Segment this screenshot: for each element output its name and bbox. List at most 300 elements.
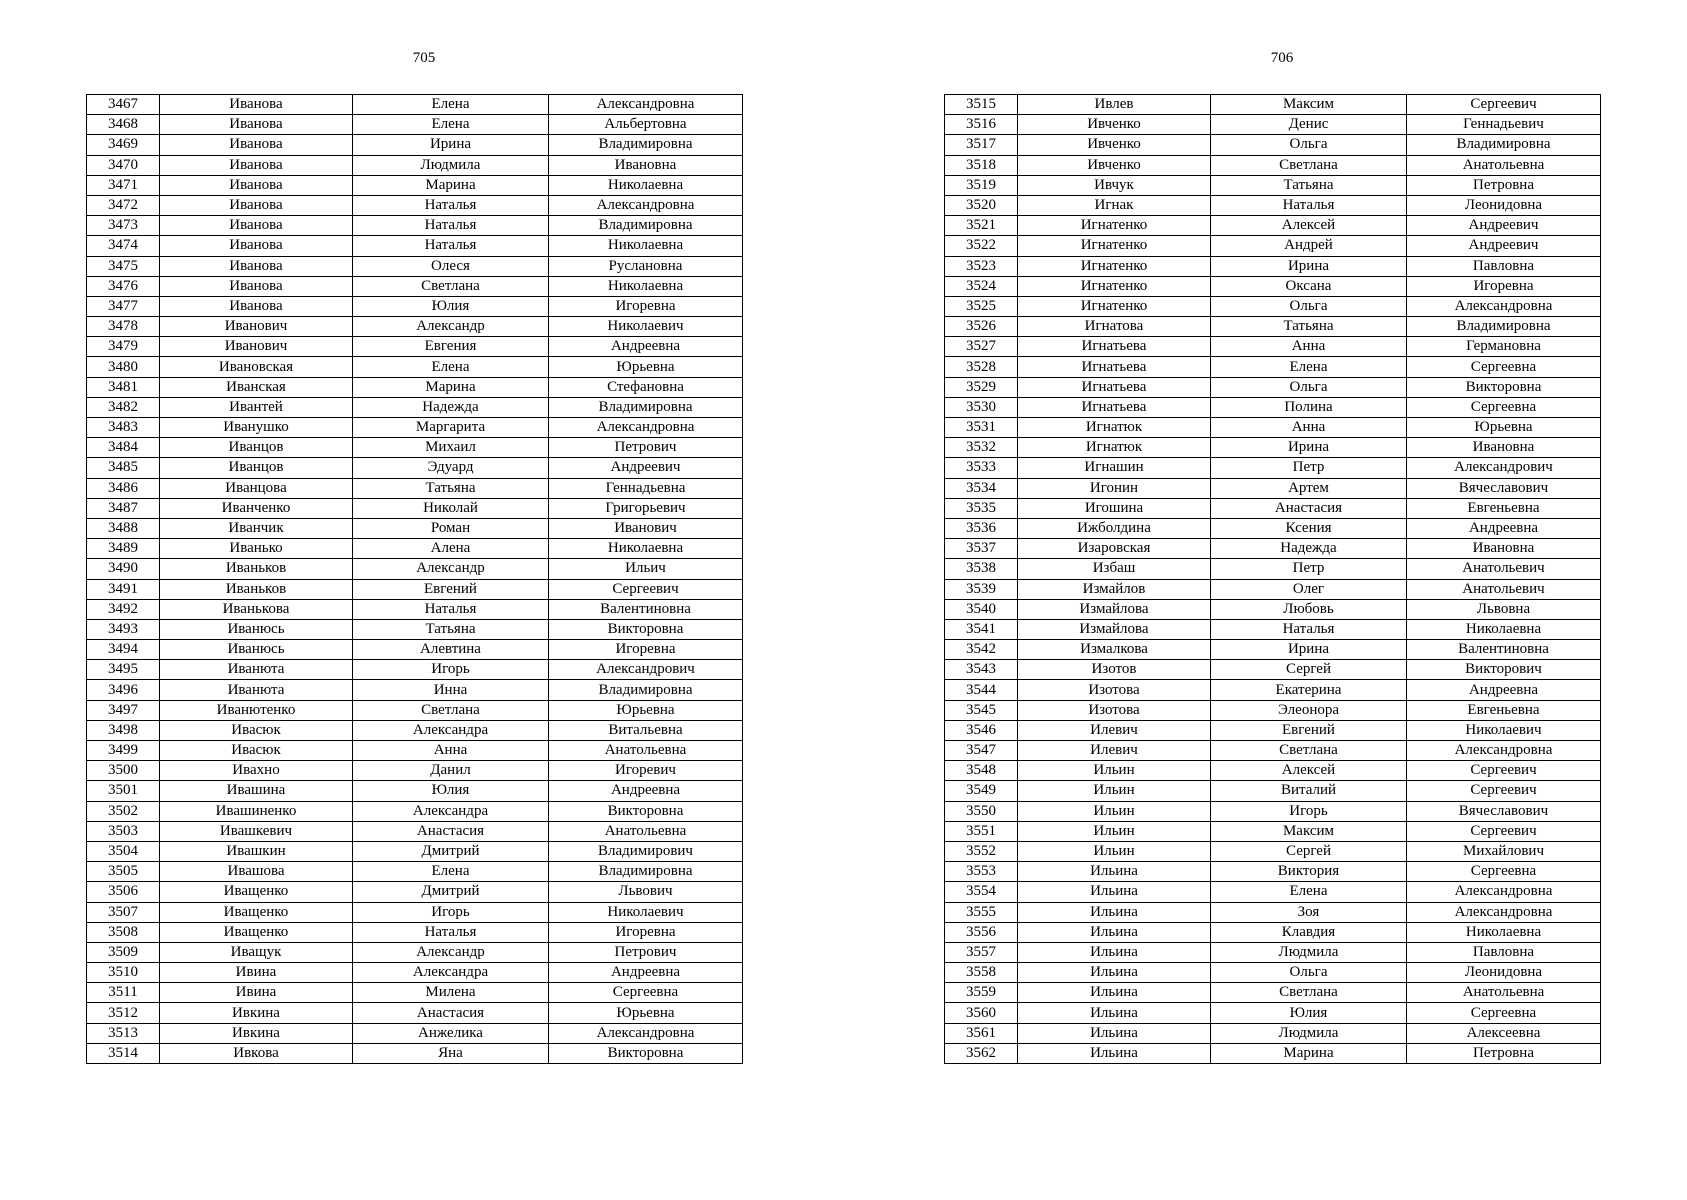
surname-cell: Игнатьева: [1018, 377, 1211, 397]
surname-cell: Игнатенко: [1018, 256, 1211, 276]
table-row: [945, 135, 1601, 155]
first-name-cell: Алевтина: [353, 640, 549, 660]
row-number-cell: 3477: [87, 296, 160, 316]
surname-cell: Игнатьева: [1018, 337, 1211, 357]
row-number-cell: 3467: [87, 95, 160, 115]
row-number-cell: 3499: [87, 741, 160, 761]
surname-cell: Иванова: [160, 115, 353, 135]
first-name-cell: Сергей: [1211, 841, 1407, 861]
first-name-cell: Данил: [353, 761, 549, 781]
surname-cell: Ильина: [1018, 922, 1211, 942]
first-name-cell: Алена: [353, 539, 549, 559]
surname-cell: Изотов: [1018, 660, 1211, 680]
row-number-cell: 3493: [87, 619, 160, 639]
surname-cell: Иванюта: [160, 680, 353, 700]
surname-cell: Игнатюк: [1018, 418, 1211, 438]
first-name-cell: Игорь: [353, 660, 549, 680]
first-name-cell: Ирина: [1211, 438, 1407, 458]
patronymic-cell: Александровна: [549, 195, 743, 215]
surname-cell: Иванькова: [160, 599, 353, 619]
table-row: [87, 720, 743, 740]
patronymic-cell: Николаевна: [549, 539, 743, 559]
table-row: [945, 1023, 1601, 1043]
row-number-cell: 3487: [87, 498, 160, 518]
first-name-cell: Зоя: [1211, 902, 1407, 922]
row-number-cell: 3552: [945, 841, 1018, 861]
surname-cell: Ивлев: [1018, 95, 1211, 115]
patronymic-cell: Игоревна: [1407, 276, 1601, 296]
surname-cell: Ивашова: [160, 862, 353, 882]
table-row: [87, 983, 743, 1003]
first-name-cell: Людмила: [1211, 942, 1407, 962]
row-number-cell: 3504: [87, 841, 160, 861]
patronymic-cell: Александрович: [549, 660, 743, 680]
surname-cell: Ивкина: [160, 1003, 353, 1023]
patronymic-cell: Николаевич: [549, 317, 743, 337]
surname-cell: Игнатенко: [1018, 216, 1211, 236]
patronymic-cell: Павловна: [1407, 942, 1601, 962]
patronymic-cell: Германовна: [1407, 337, 1601, 357]
table-row: [945, 337, 1601, 357]
surname-cell: Илевич: [1018, 720, 1211, 740]
names-table-right-body: [945, 95, 1601, 1064]
surname-cell: Иващенко: [160, 922, 353, 942]
table-row: [87, 357, 743, 377]
page-number-right: 706: [1270, 50, 1294, 66]
table-row: [87, 862, 743, 882]
surname-cell: Илевич: [1018, 741, 1211, 761]
patronymic-cell: Владимировна: [549, 135, 743, 155]
row-number-cell: 3473: [87, 216, 160, 236]
surname-cell: Ильина: [1018, 1023, 1211, 1043]
surname-cell: Ильина: [1018, 983, 1211, 1003]
surname-cell: Иванюта: [160, 660, 353, 680]
patronymic-cell: Евгеньевна: [1407, 700, 1601, 720]
first-name-cell: Татьяна: [1211, 175, 1407, 195]
surname-cell: Изотова: [1018, 700, 1211, 720]
surname-cell: Иванова: [160, 216, 353, 236]
patronymic-cell: Петровна: [1407, 175, 1601, 195]
first-name-cell: Елена: [1211, 357, 1407, 377]
surname-cell: Иванцов: [160, 458, 353, 478]
first-name-cell: Светлана: [353, 700, 549, 720]
patronymic-cell: Владимировна: [549, 862, 743, 882]
patronymic-cell: Викторовна: [549, 801, 743, 821]
first-name-cell: Ольга: [1211, 377, 1407, 397]
surname-cell: Игонин: [1018, 478, 1211, 498]
row-number-cell: 3475: [87, 256, 160, 276]
patronymic-cell: Андреевна: [1407, 518, 1601, 538]
table-row: [945, 498, 1601, 518]
first-name-cell: Ирина: [1211, 256, 1407, 276]
surname-cell: Ильина: [1018, 942, 1211, 962]
surname-cell: Ильина: [1018, 1003, 1211, 1023]
row-number-cell: 3520: [945, 195, 1018, 215]
patronymic-cell: Игоревич: [549, 761, 743, 781]
table-row: [945, 317, 1601, 337]
patronymic-cell: Викторовна: [549, 1043, 743, 1063]
first-name-cell: Клавдия: [1211, 922, 1407, 942]
first-name-cell: Анна: [353, 741, 549, 761]
patronymic-cell: Сергеевна: [1407, 397, 1601, 417]
patronymic-cell: Алексеевна: [1407, 1023, 1601, 1043]
first-name-cell: Милена: [353, 983, 549, 1003]
surname-cell: Игнатенко: [1018, 296, 1211, 316]
first-name-cell: Яна: [353, 1043, 549, 1063]
first-name-cell: Елена: [353, 862, 549, 882]
table-row: [945, 660, 1601, 680]
patronymic-cell: Владимировна: [549, 680, 743, 700]
surname-cell: Измайлов: [1018, 579, 1211, 599]
first-name-cell: Александр: [353, 942, 549, 962]
row-number-cell: 3509: [87, 942, 160, 962]
patronymic-cell: Иванович: [549, 518, 743, 538]
first-name-cell: Светлана: [1211, 155, 1407, 175]
patronymic-cell: Николаевич: [1407, 720, 1601, 740]
patronymic-cell: Анатольевна: [549, 821, 743, 841]
first-name-cell: Наталья: [1211, 195, 1407, 215]
page-number-left: 705: [412, 50, 436, 66]
row-number-cell: 3544: [945, 680, 1018, 700]
table-row: [87, 195, 743, 215]
surname-cell: Ивантей: [160, 397, 353, 417]
table-row: [87, 680, 743, 700]
table-row: [87, 801, 743, 821]
patronymic-cell: Юрьевна: [549, 1003, 743, 1023]
row-number-cell: 3501: [87, 781, 160, 801]
first-name-cell: Елена: [353, 357, 549, 377]
row-number-cell: 3550: [945, 801, 1018, 821]
patronymic-cell: Сергеевич: [1407, 821, 1601, 841]
first-name-cell: Полина: [1211, 397, 1407, 417]
table-row: [87, 458, 743, 478]
patronymic-cell: Петрович: [549, 438, 743, 458]
first-name-cell: Наталья: [353, 922, 549, 942]
patronymic-cell: Леонидовна: [1407, 963, 1601, 983]
surname-cell: Ивина: [160, 983, 353, 1003]
patronymic-cell: Руслановна: [549, 256, 743, 276]
table-row: [87, 135, 743, 155]
patronymic-cell: Николаевна: [549, 175, 743, 195]
surname-cell: Ивченко: [1018, 155, 1211, 175]
row-number-cell: 3540: [945, 599, 1018, 619]
surname-cell: Иванюсь: [160, 640, 353, 660]
table-row: [945, 922, 1601, 942]
first-name-cell: Евгений: [353, 579, 549, 599]
row-number-cell: 3497: [87, 700, 160, 720]
row-number-cell: 3536: [945, 518, 1018, 538]
table-row: [945, 115, 1601, 135]
first-name-cell: Александра: [353, 963, 549, 983]
surname-cell: Измайлова: [1018, 599, 1211, 619]
table-row: [945, 882, 1601, 902]
patronymic-cell: Андреевич: [549, 458, 743, 478]
table-row: [945, 1043, 1601, 1063]
table-row: [945, 599, 1601, 619]
first-name-cell: Надежда: [1211, 539, 1407, 559]
row-number-cell: 3522: [945, 236, 1018, 256]
row-number-cell: 3514: [87, 1043, 160, 1063]
surname-cell: Ильина: [1018, 882, 1211, 902]
table-row: [87, 781, 743, 801]
surname-cell: Иванович: [160, 317, 353, 337]
row-number-cell: 3510: [87, 963, 160, 983]
patronymic-cell: Александровна: [1407, 882, 1601, 902]
surname-cell: Иванова: [160, 135, 353, 155]
patronymic-cell: Вячеславович: [1407, 478, 1601, 498]
row-number-cell: 3490: [87, 559, 160, 579]
row-number-cell: 3486: [87, 478, 160, 498]
table-row: [87, 418, 743, 438]
first-name-cell: Михаил: [353, 438, 549, 458]
row-number-cell: 3517: [945, 135, 1018, 155]
first-name-cell: Эдуард: [353, 458, 549, 478]
patronymic-cell: Игоревна: [549, 296, 743, 316]
row-number-cell: 3471: [87, 175, 160, 195]
first-name-cell: Виталий: [1211, 781, 1407, 801]
surname-cell: Иващенко: [160, 882, 353, 902]
patronymic-cell: Вячеславович: [1407, 801, 1601, 821]
table-row: [87, 741, 743, 761]
first-name-cell: Ольга: [1211, 963, 1407, 983]
table-row: [945, 175, 1601, 195]
patronymic-cell: Владимировна: [1407, 317, 1601, 337]
surname-cell: Иванская: [160, 377, 353, 397]
first-name-cell: Наталья: [353, 195, 549, 215]
surname-cell: Иванова: [160, 155, 353, 175]
surname-cell: Ильина: [1018, 862, 1211, 882]
table-row: [945, 236, 1601, 256]
table-row: [945, 216, 1601, 236]
row-number-cell: 3484: [87, 438, 160, 458]
patronymic-cell: Сергеевич: [549, 579, 743, 599]
surname-cell: Иванович: [160, 337, 353, 357]
row-number-cell: 3554: [945, 882, 1018, 902]
patronymic-cell: Анатольевич: [1407, 559, 1601, 579]
row-number-cell: 3506: [87, 882, 160, 902]
patronymic-cell: Викторовна: [1407, 377, 1601, 397]
row-number-cell: 3545: [945, 700, 1018, 720]
surname-cell: Иванцова: [160, 478, 353, 498]
first-name-cell: Александр: [353, 317, 549, 337]
table-row: [87, 175, 743, 195]
table-row: [87, 599, 743, 619]
patronymic-cell: Юрьевна: [1407, 418, 1601, 438]
row-number-cell: 3511: [87, 983, 160, 1003]
surname-cell: Ивашкин: [160, 841, 353, 861]
first-name-cell: Максим: [1211, 821, 1407, 841]
first-name-cell: Дмитрий: [353, 882, 549, 902]
surname-cell: Избаш: [1018, 559, 1211, 579]
first-name-cell: Марина: [1211, 1043, 1407, 1063]
surname-cell: Ивашиненко: [160, 801, 353, 821]
first-name-cell: Татьяна: [1211, 317, 1407, 337]
names-table-right: [944, 94, 1601, 1064]
row-number-cell: 3516: [945, 115, 1018, 135]
surname-cell: Иванова: [160, 256, 353, 276]
table-row: [87, 700, 743, 720]
surname-cell: Ивашкевич: [160, 821, 353, 841]
patronymic-cell: Николаевич: [549, 902, 743, 922]
first-name-cell: Максим: [1211, 95, 1407, 115]
surname-cell: Иванчик: [160, 518, 353, 538]
row-number-cell: 3541: [945, 619, 1018, 639]
patronymic-cell: Петрович: [549, 942, 743, 962]
row-number-cell: 3525: [945, 296, 1018, 316]
table-row: [87, 841, 743, 861]
table-row: [87, 256, 743, 276]
names-table-left-body: [87, 95, 743, 1064]
first-name-cell: Элеонора: [1211, 700, 1407, 720]
patronymic-cell: Сергеевна: [549, 983, 743, 1003]
surname-cell: Иванова: [160, 195, 353, 215]
first-name-cell: Алексей: [1211, 761, 1407, 781]
row-number-cell: 3492: [87, 599, 160, 619]
row-number-cell: 3519: [945, 175, 1018, 195]
first-name-cell: Надежда: [353, 397, 549, 417]
patronymic-cell: Леонидовна: [1407, 195, 1601, 215]
row-number-cell: 3500: [87, 761, 160, 781]
first-name-cell: Алексей: [1211, 216, 1407, 236]
table-row: [945, 680, 1601, 700]
table-row: [87, 1023, 743, 1043]
table-row: [945, 438, 1601, 458]
patronymic-cell: Викторовна: [549, 619, 743, 639]
table-row: [945, 357, 1601, 377]
first-name-cell: Дмитрий: [353, 841, 549, 861]
surname-cell: Игошина: [1018, 498, 1211, 518]
patronymic-cell: Альбертовна: [549, 115, 743, 135]
patronymic-cell: Александровна: [1407, 902, 1601, 922]
first-name-cell: Татьяна: [353, 619, 549, 639]
surname-cell: Иванцов: [160, 438, 353, 458]
patronymic-cell: Михайлович: [1407, 841, 1601, 861]
patronymic-cell: Викторович: [1407, 660, 1601, 680]
surname-cell: Ивасюк: [160, 720, 353, 740]
table-row: [945, 377, 1601, 397]
first-name-cell: Любовь: [1211, 599, 1407, 619]
first-name-cell: Марина: [353, 175, 549, 195]
patronymic-cell: Анатольевна: [1407, 155, 1601, 175]
table-row: [945, 761, 1601, 781]
surname-cell: Ильина: [1018, 1043, 1211, 1063]
table-row: [87, 397, 743, 417]
patronymic-cell: Витальевна: [549, 720, 743, 740]
first-name-cell: Юлия: [1211, 1003, 1407, 1023]
table-row: [87, 1003, 743, 1023]
patronymic-cell: Геннадьевна: [549, 478, 743, 498]
surname-cell: Ивасюк: [160, 741, 353, 761]
patronymic-cell: Валентиновна: [549, 599, 743, 619]
row-number-cell: 3530: [945, 397, 1018, 417]
row-number-cell: 3523: [945, 256, 1018, 276]
surname-cell: Иваньков: [160, 579, 353, 599]
surname-cell: Иващенко: [160, 902, 353, 922]
first-name-cell: Инна: [353, 680, 549, 700]
row-number-cell: 3470: [87, 155, 160, 175]
table-row: [87, 1043, 743, 1063]
patronymic-cell: Александровна: [549, 95, 743, 115]
row-number-cell: 3518: [945, 155, 1018, 175]
table-row: [87, 963, 743, 983]
patronymic-cell: Александрович: [1407, 458, 1601, 478]
table-row: [945, 296, 1601, 316]
first-name-cell: Юлия: [353, 296, 549, 316]
table-row: [87, 276, 743, 296]
first-name-cell: Людмила: [353, 155, 549, 175]
surname-cell: Ивахно: [160, 761, 353, 781]
patronymic-cell: Анатольевна: [1407, 983, 1601, 1003]
row-number-cell: 3513: [87, 1023, 160, 1043]
surname-cell: Измайлова: [1018, 619, 1211, 639]
first-name-cell: Людмила: [1211, 1023, 1407, 1043]
surname-cell: Изотова: [1018, 680, 1211, 700]
first-name-cell: Марина: [353, 377, 549, 397]
first-name-cell: Ирина: [353, 135, 549, 155]
row-number-cell: 3533: [945, 458, 1018, 478]
first-name-cell: Евгений: [1211, 720, 1407, 740]
row-number-cell: 3535: [945, 498, 1018, 518]
patronymic-cell: Александровна: [1407, 296, 1601, 316]
row-number-cell: 3524: [945, 276, 1018, 296]
table-row: [945, 458, 1601, 478]
patronymic-cell: Стефановна: [549, 377, 743, 397]
table-row: [87, 95, 743, 115]
surname-cell: Иванова: [160, 175, 353, 195]
surname-cell: Иванова: [160, 296, 353, 316]
row-number-cell: 3480: [87, 357, 160, 377]
patronymic-cell: Юрьевна: [549, 357, 743, 377]
table-row: [945, 801, 1601, 821]
patronymic-cell: Андреевна: [549, 337, 743, 357]
patronymic-cell: Николаевна: [1407, 619, 1601, 639]
table-row: [945, 256, 1601, 276]
first-name-cell: Евгения: [353, 337, 549, 357]
surname-cell: Игнатюк: [1018, 438, 1211, 458]
table-row: [945, 720, 1601, 740]
row-number-cell: 3534: [945, 478, 1018, 498]
first-name-cell: Екатерина: [1211, 680, 1407, 700]
surname-cell: Ильин: [1018, 821, 1211, 841]
first-name-cell: Елена: [353, 95, 549, 115]
surname-cell: Иванютенко: [160, 700, 353, 720]
first-name-cell: Анна: [1211, 337, 1407, 357]
surname-cell: Иванько: [160, 539, 353, 559]
first-name-cell: Ольга: [1211, 135, 1407, 155]
surname-cell: Игнатова: [1018, 317, 1211, 337]
table-row: [945, 559, 1601, 579]
patronymic-cell: Анатольевич: [1407, 579, 1601, 599]
first-name-cell: Светлана: [1211, 741, 1407, 761]
surname-cell: Иванюсь: [160, 619, 353, 639]
row-number-cell: 3483: [87, 418, 160, 438]
first-name-cell: Маргарита: [353, 418, 549, 438]
patronymic-cell: Игоревна: [549, 640, 743, 660]
patronymic-cell: Владимировна: [549, 397, 743, 417]
table-row: [87, 216, 743, 236]
first-name-cell: Петр: [1211, 458, 1407, 478]
surname-cell: Ильин: [1018, 781, 1211, 801]
row-number-cell: 3532: [945, 438, 1018, 458]
row-number-cell: 3558: [945, 963, 1018, 983]
row-number-cell: 3508: [87, 922, 160, 942]
table-row: [945, 155, 1601, 175]
patronymic-cell: Ивановна: [1407, 438, 1601, 458]
table-row: [945, 700, 1601, 720]
row-number-cell: 3491: [87, 579, 160, 599]
row-number-cell: 3485: [87, 458, 160, 478]
row-number-cell: 3512: [87, 1003, 160, 1023]
